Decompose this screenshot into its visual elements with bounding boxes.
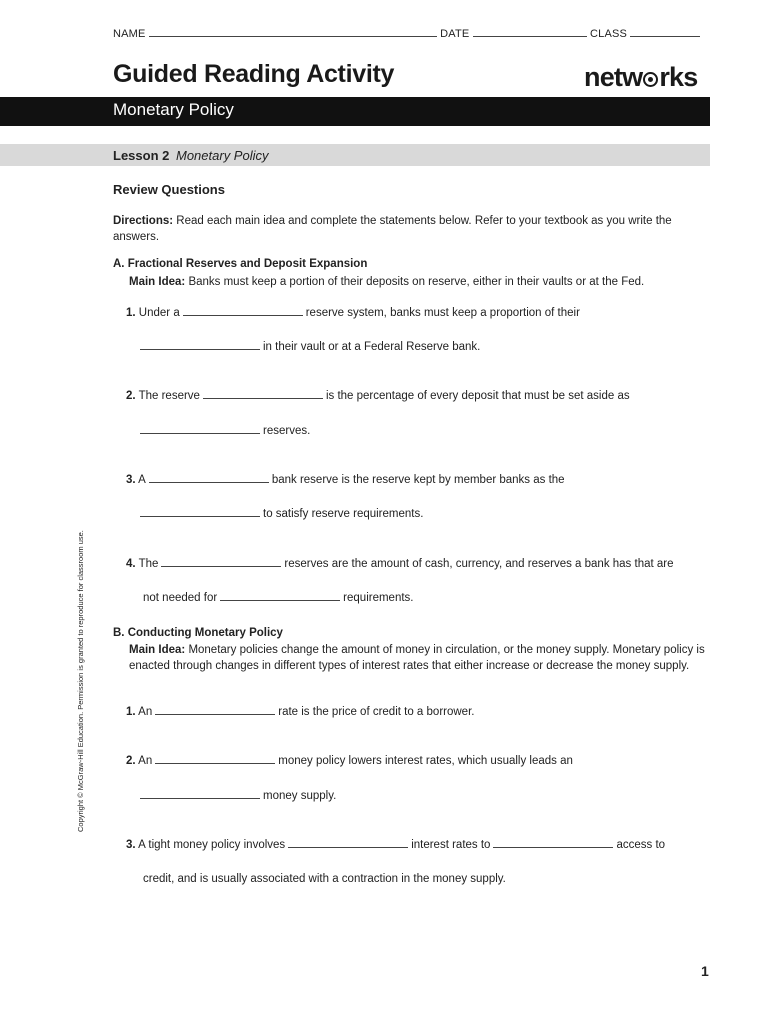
main-idea-label: Main Idea:	[129, 644, 186, 656]
question-number: 1.	[126, 307, 136, 319]
question-text: A tight money policy involves	[138, 839, 286, 851]
question-text: access to	[616, 839, 666, 851]
question-a4-line2	[143, 590, 413, 606]
question-a1-line2	[140, 339, 480, 355]
question-number: 3.	[126, 839, 136, 851]
section-b-heading: B. Conducting Monetary Policy	[113, 627, 283, 639]
section-a-main-idea	[129, 274, 709, 290]
section-a-heading: A. Fractional Reserves and Deposit Expansion	[113, 258, 368, 270]
question-text: reserves are the amount of cash, currency, and reserves a bank has that are	[284, 558, 674, 570]
answer-blank[interactable]	[220, 590, 340, 601]
directions-text: Read each main idea and complete the statements below. Refer to your textbook as you write the answers.	[113, 215, 672, 243]
answer-blank[interactable]	[149, 472, 269, 483]
answer-blank[interactable]	[155, 753, 275, 764]
question-text: is the percentage of every deposit that must be set aside as	[325, 390, 630, 402]
question-text: to satisfy reserve requirements.	[263, 508, 424, 520]
question-text: A	[138, 474, 146, 486]
question-number: 1.	[126, 706, 136, 718]
question-a2-line2	[140, 423, 310, 439]
question-a4	[126, 556, 674, 572]
question-b2-line2	[140, 788, 336, 804]
directions-label: Directions:	[113, 215, 174, 227]
lesson-title: Monetary Policy	[176, 148, 269, 163]
answer-blank[interactable]	[161, 556, 281, 567]
question-a3	[126, 472, 565, 488]
main-idea-text: Banks must keep a portion of their deposits on reserve, either in their vaults or at the Fed.	[188, 276, 645, 288]
question-b3-line2	[143, 871, 506, 887]
question-text: reserve system, banks must keep a proportion of their	[305, 307, 580, 319]
answer-blank[interactable]	[140, 339, 260, 350]
header-fields	[113, 26, 700, 40]
review-heading: Review Questions	[113, 182, 225, 197]
logo-text-start: netw	[584, 62, 643, 92]
lesson-label: Lesson 2	[113, 148, 170, 163]
question-number: 3.	[126, 474, 136, 486]
lesson-bar	[0, 144, 710, 166]
topic-banner	[0, 97, 710, 126]
main-idea-text: Monetary policies change the amount of money in circulation, or the money supply. Monetary policy is enacted through changes in different types of interest rates that either increase or decrease the money supply.	[129, 644, 705, 672]
question-number: 2.	[126, 390, 136, 402]
question-b2	[126, 753, 573, 769]
question-a3-line2	[140, 506, 423, 522]
question-text: bank reserve is the reserve kept by member banks as the	[271, 474, 565, 486]
question-text: reserves.	[263, 425, 311, 437]
section-b-main-idea	[129, 642, 709, 674]
answer-blank[interactable]	[288, 837, 408, 848]
answer-blank[interactable]	[140, 423, 260, 434]
logo-text-end: rks	[659, 62, 698, 92]
page-number: 1	[701, 963, 709, 979]
class-line[interactable]	[630, 26, 700, 37]
question-text: money policy lowers interest rates, which usually leads an	[278, 755, 573, 767]
question-text: credit, and is usually associated with a contraction in the money supply.	[143, 873, 506, 885]
question-text: The reserve	[138, 390, 200, 402]
date-line[interactable]	[473, 26, 587, 37]
directions	[113, 213, 708, 245]
question-text: The	[138, 558, 159, 570]
main-idea-label: Main Idea:	[129, 276, 186, 288]
question-number: 2.	[126, 755, 136, 767]
page-title: Guided Reading Activity	[113, 60, 395, 88]
question-text: money supply.	[263, 790, 337, 802]
logo-o-icon	[643, 72, 658, 87]
answer-blank[interactable]	[140, 788, 260, 799]
name-line[interactable]	[149, 26, 437, 37]
answer-blank[interactable]	[203, 388, 323, 399]
question-text: interest rates to	[411, 839, 491, 851]
question-text: rate is the price of credit to a borrower.	[278, 706, 475, 718]
answer-blank[interactable]	[183, 305, 303, 316]
question-a1	[126, 305, 580, 321]
question-text: An	[138, 755, 153, 767]
question-a2	[126, 388, 630, 404]
question-text: requirements.	[343, 592, 414, 604]
question-b3	[126, 837, 665, 853]
question-b1	[126, 704, 474, 720]
answer-blank[interactable]	[493, 837, 613, 848]
answer-blank[interactable]	[155, 704, 275, 715]
class-label: CLASS	[589, 28, 628, 40]
banner-title: Monetary Policy	[113, 100, 234, 119]
networks-logo	[584, 62, 697, 93]
question-text: not needed for	[143, 592, 218, 604]
date-label: DATE	[440, 28, 470, 40]
question-text: An	[138, 706, 153, 718]
question-number: 4.	[126, 558, 136, 570]
question-text: Under a	[138, 307, 180, 319]
name-label: NAME	[113, 28, 146, 40]
question-text: in their vault or at a Federal Reserve bank.	[263, 341, 481, 353]
answer-blank[interactable]	[140, 506, 260, 517]
copyright-notice: Copyright © McGraw-Hill Education. Permission is granted to reproduce for classroom use.	[76, 530, 85, 832]
